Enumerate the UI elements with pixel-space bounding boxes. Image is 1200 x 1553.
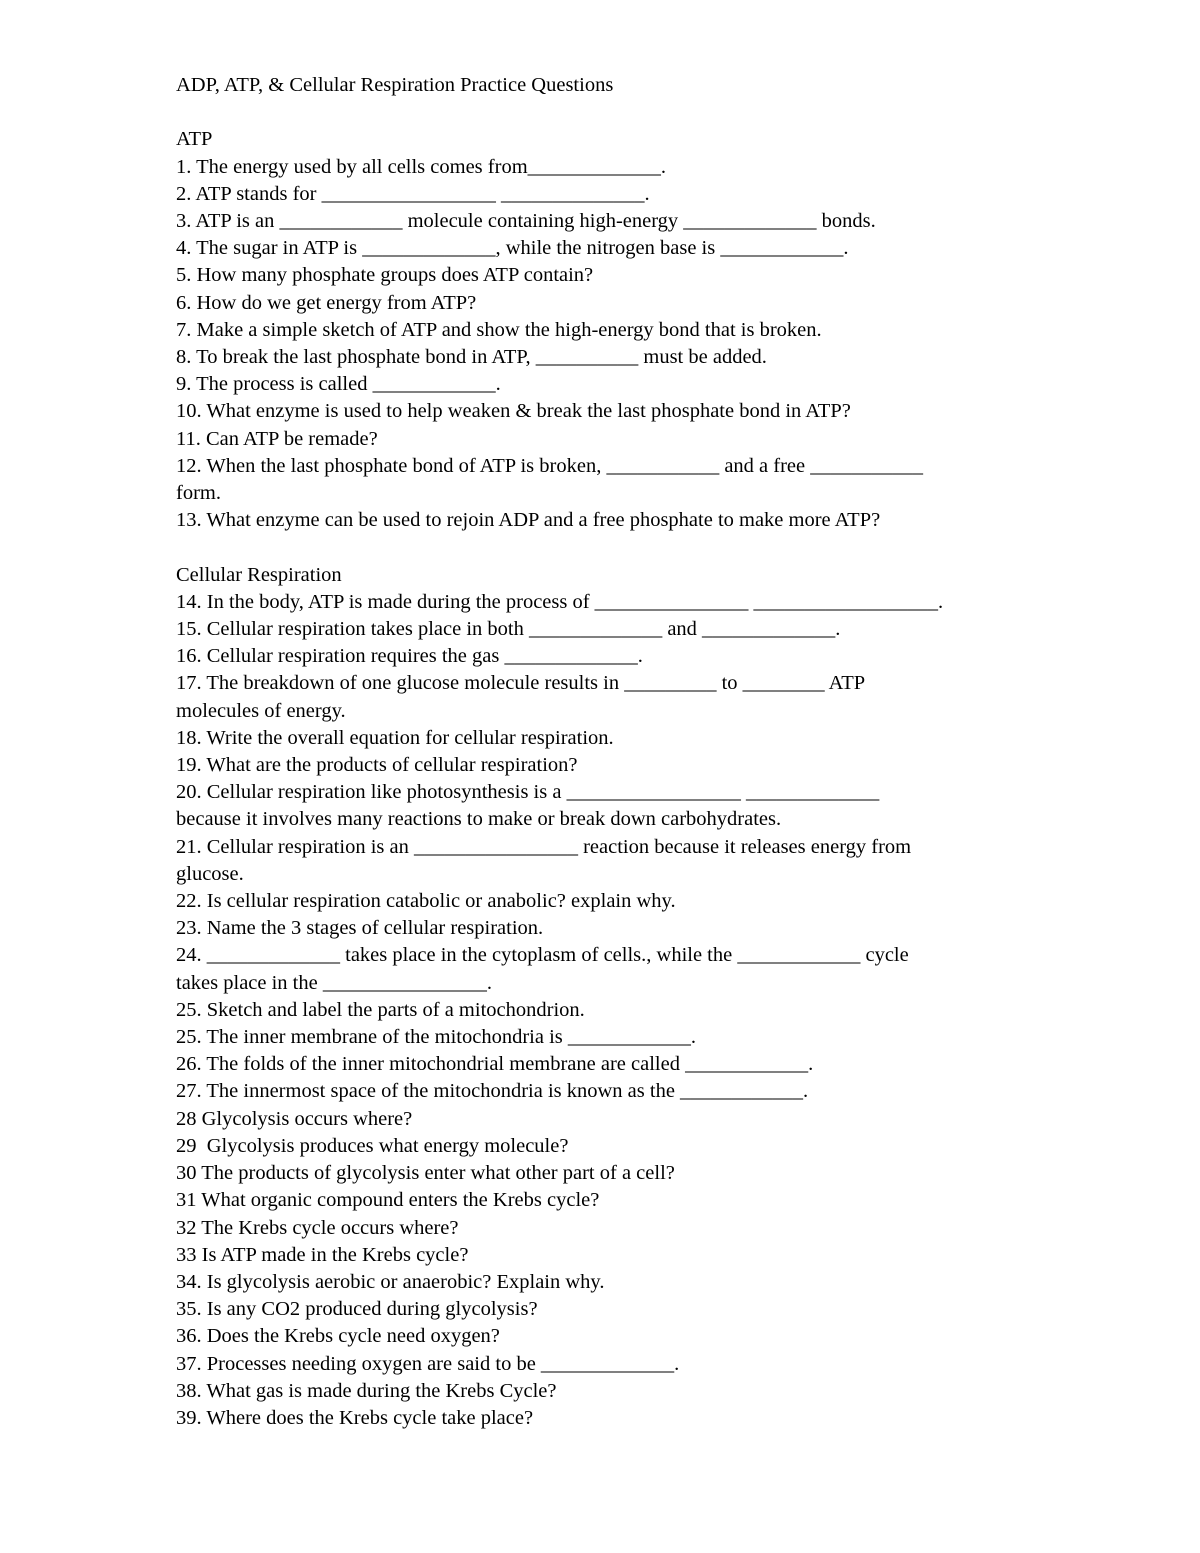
question-line: 36. Does the Krebs cycle need oxygen?: [176, 1325, 500, 1348]
question-line: 39. Where does the Krebs cycle take place?: [176, 1406, 534, 1429]
question-line: 34. Is glycolysis aerobic or anaerobic? Explain why.: [176, 1270, 605, 1293]
question-line: 13. What enzyme can be used to rejoin ADP and a free phosphate to make more ATP?: [176, 509, 881, 532]
question-line: 22. Is cellular respiration catabolic or anabolic? explain why.: [176, 890, 676, 913]
question-line: 38. What gas is made during the Krebs Cycle?: [176, 1379, 557, 1402]
question-line: 8. To break the last phosphate bond in ATP, __________ must be added.: [176, 346, 767, 369]
section-cellular-respiration: [176, 562, 1036, 1433]
question-line: 14. In the body, ATP is made during the process of _______________ __________________.: [176, 590, 944, 613]
question-line: 35. Is any CO2 produced during glycolysis?: [176, 1298, 538, 1321]
question-line: 9. The process is called ____________.: [176, 373, 501, 396]
question-line: 4. The sugar in ATP is _____________, while the nitrogen base is ____________.: [176, 237, 849, 260]
question-line: 20. Cellular respiration like photosynthesis is a _________________ _____________: [176, 781, 880, 804]
question-line: 25. Sketch and label the parts of a mitochondrion.: [176, 998, 585, 1021]
question-line: form.: [176, 482, 221, 505]
question-line: 10. What enzyme is used to help weaken & break the last phosphate bond in ATP?: [176, 400, 851, 423]
section-heading: Cellular Respiration: [176, 563, 342, 586]
question-line: 1. The energy used by all cells comes from_____________.: [176, 155, 667, 178]
question-line: 37. Processes needing oxygen are said to be _____________.: [176, 1352, 680, 1375]
document-title: ADP, ATP, & Cellular Respiration Practice Questions: [176, 74, 614, 96]
question-line: 27. The innermost space of the mitochondria is known as the ____________.: [176, 1080, 809, 1103]
question-line: 32 The Krebs cycle occurs where?: [176, 1216, 459, 1239]
question-line: 28 Glycolysis occurs where?: [176, 1107, 413, 1130]
question-line: 19. What are the products of cellular respiration?: [176, 754, 578, 777]
question-line: 25. The inner membrane of the mitochondria is ____________.: [176, 1026, 696, 1049]
question-line: glucose.: [176, 862, 244, 885]
question-line: 17. The breakdown of one glucose molecule results in _________ to ________ ATP: [176, 672, 866, 695]
question-line: 18. Write the overall equation for cellular respiration.: [176, 726, 614, 749]
question-line: 29 Glycolysis produces what energy molecule?: [176, 1134, 569, 1157]
spacer: [176, 99, 1036, 126]
question-line: 16. Cellular respiration requires the gas _____________.: [176, 645, 643, 668]
question-line: 15. Cellular respiration takes place in both _____________ and _____________.: [176, 618, 841, 641]
spacer: [176, 534, 1036, 561]
question-line: 26. The folds of the inner mitochondrial membrane are called ____________.: [176, 1053, 814, 1076]
question-line: takes place in the ________________.: [176, 971, 492, 994]
question-line: 7. Make a simple sketch of ATP and show the high-energy bond that is broken.: [176, 318, 822, 341]
question-line: 12. When the last phosphate bond of ATP is broken, ___________ and a free ___________: [176, 454, 923, 477]
question-line: 3. ATP is an ____________ molecule containing high-energy _____________ bonds.: [176, 210, 876, 232]
question-line: 6. How do we get energy from ATP?: [176, 291, 477, 314]
question-line: molecules of energy.: [176, 699, 346, 722]
question-line: 30 The products of glycolysis enter what other part of a cell?: [176, 1162, 675, 1185]
question-line: 11. Can ATP be remade?: [176, 427, 378, 450]
worksheet-page: [176, 72, 1036, 1432]
section-atp: [176, 126, 1036, 534]
question-line: 31 What organic compound enters the Krebs cycle?: [176, 1189, 600, 1212]
question-line: 33 Is ATP made in the Krebs cycle?: [176, 1243, 469, 1266]
section-heading: ATP: [176, 128, 213, 151]
question-line: 5. How many phosphate groups does ATP contain?: [176, 264, 594, 287]
question-line: because it involves many reactions to make or break down carbohydrates.: [176, 808, 782, 831]
question-line: 21. Cellular respiration is an ________________ reaction because it releases energy from: [176, 835, 912, 858]
question-line: 2. ATP stands for _________________ ______________.: [176, 182, 650, 205]
question-line: 23. Name the 3 stages of cellular respiration.: [176, 917, 544, 940]
question-line: 24. _____________ takes place in the cytoplasm of cells., while the ____________ cycle: [176, 944, 909, 967]
